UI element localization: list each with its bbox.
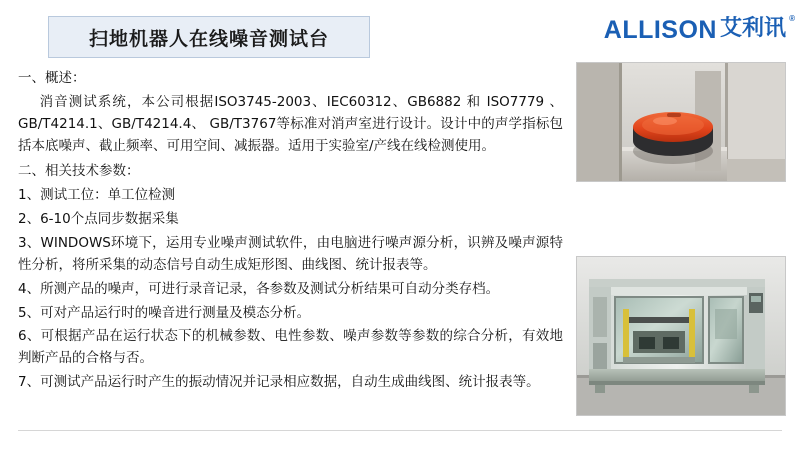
spec-item-6: 6、可根据产品在运行状态下的机械参数、电性参数、噪声参数等参数的综合分析，有效地判断产品的合格与否。: [18, 328, 563, 367]
spec-item-4: 4、所测产品的噪声，可进行录音记录，各参数及测试分析结果可自动分类存档。: [18, 280, 500, 297]
document-body: [18, 68, 563, 396]
test-chamber-photo: [576, 256, 786, 416]
trademark-icon: ®: [789, 14, 795, 23]
spec-item-7: 7、可测试产品运行时产生的振动情况并记录相应数据，自动生成曲线图、统计报表等。: [18, 374, 540, 391]
footer-divider: [18, 430, 782, 431]
page-title: 扫地机器人在线噪音测试台: [88, 27, 329, 50]
spec-item-1: 1、测试工位：单工位检测: [18, 187, 176, 204]
spec-item-3: 3、WINDOWS环境下，运用专业噪声测试软件，由电脑进行噪声源分析，识辨及噪声源特性分析，将所采集的动态信号自动生成矩形图、曲线图、统计报表等。: [18, 235, 563, 273]
brand-logo-chinese: [719, 14, 795, 41]
robot-vacuum-photo: [576, 62, 786, 182]
spec-item-5: 5、可对产品运行时的噪音进行测量及模态分析。: [18, 304, 311, 321]
overview-paragraph: 消音测试系统，本公司根据ISO3745-2003、IEC60312、GB6882 和 ISO7779 、GB/T4214.1、GB/T4214.4、 GB/T3767等标准对消声室进行设计。设计中的声学指标包括本底噪声、截止频率、可用空间、减振器。适用于实验室/产线在线检测使用。: [18, 93, 563, 154]
brand-logo: [603, 14, 795, 44]
page-title-banner: [48, 16, 370, 58]
brand-logo-chinese-text: 艾利讯: [719, 16, 786, 41]
section-one-heading: 一、概述：: [18, 70, 86, 86]
section-two-heading: 二、相关技术参数：: [18, 163, 140, 180]
spec-item-2: 2、6-10个点同步数据采集: [18, 211, 179, 228]
brand-logo-english: ALLISON: [603, 16, 717, 44]
